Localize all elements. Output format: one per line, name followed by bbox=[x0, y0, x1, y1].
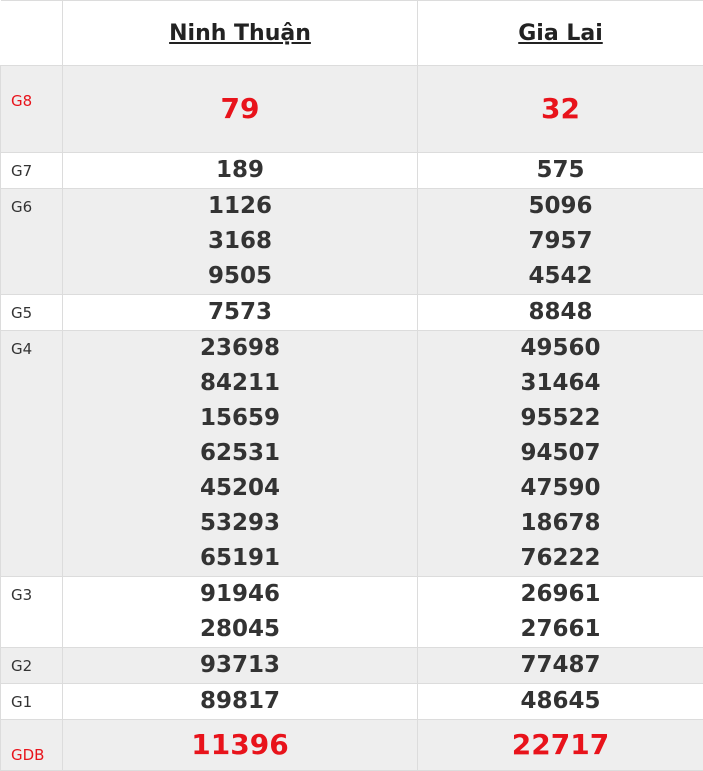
province-header[interactable] bbox=[418, 1, 703, 66]
prize-row-g7 bbox=[1, 153, 703, 189]
prize-number: 7573 bbox=[63, 295, 417, 330]
prize-number: 9505 bbox=[63, 259, 417, 294]
prize-numbers-cell bbox=[418, 295, 703, 331]
prize-numbers-cell bbox=[418, 648, 703, 684]
prize-row-g6 bbox=[1, 189, 703, 295]
prize-number: 91946 bbox=[63, 577, 417, 612]
prize-number: 18678 bbox=[418, 506, 703, 541]
prize-number: 7957 bbox=[418, 224, 703, 259]
prize-number: 32 bbox=[418, 84, 703, 134]
prize-number: 3168 bbox=[63, 224, 417, 259]
prize-numbers-cell bbox=[63, 648, 418, 684]
prize-numbers-cell bbox=[418, 331, 703, 577]
prize-number: 27661 bbox=[418, 612, 703, 647]
prize-label: GDB bbox=[1, 720, 63, 771]
prize-numbers-cell bbox=[418, 66, 703, 153]
prize-number: 189 bbox=[63, 153, 417, 188]
prize-numbers-cell bbox=[63, 720, 418, 771]
prize-number: 575 bbox=[418, 153, 703, 188]
prize-number: 84211 bbox=[63, 366, 417, 401]
prize-label: G4 bbox=[1, 331, 63, 577]
province-header[interactable] bbox=[63, 1, 418, 66]
prize-number: 89817 bbox=[63, 684, 417, 719]
prize-number: 15659 bbox=[63, 401, 417, 436]
prize-row-g8 bbox=[1, 66, 703, 153]
prize-number: 76222 bbox=[418, 541, 703, 576]
prize-numbers-cell bbox=[63, 66, 418, 153]
prize-number: 77487 bbox=[418, 648, 703, 683]
prize-number: 28045 bbox=[63, 612, 417, 647]
prize-row-g5 bbox=[1, 295, 703, 331]
prize-row-g3 bbox=[1, 577, 703, 648]
prize-numbers-cell bbox=[63, 684, 418, 720]
prize-number: 93713 bbox=[63, 648, 417, 683]
prize-label: G2 bbox=[1, 648, 63, 684]
prize-label: G5 bbox=[1, 295, 63, 331]
prize-number: 23698 bbox=[63, 331, 417, 366]
prize-numbers-cell bbox=[63, 577, 418, 648]
prize-number: 49560 bbox=[418, 331, 703, 366]
prize-numbers-cell bbox=[63, 153, 418, 189]
prize-numbers-cell bbox=[418, 189, 703, 295]
province-name[interactable]: Gia Lai bbox=[518, 21, 603, 46]
prize-number: 47590 bbox=[418, 471, 703, 506]
prize-number: 11396 bbox=[63, 720, 417, 770]
prize-numbers-cell bbox=[418, 577, 703, 648]
prize-number: 8848 bbox=[418, 295, 703, 330]
prize-label: G8 bbox=[1, 66, 63, 153]
prize-label: G3 bbox=[1, 577, 63, 648]
prize-rows bbox=[1, 66, 703, 771]
prize-number: 79 bbox=[63, 84, 417, 134]
prize-label: G1 bbox=[1, 684, 63, 720]
prize-number: 65191 bbox=[63, 541, 417, 576]
prize-row-gdb bbox=[1, 720, 703, 771]
prize-number: 53293 bbox=[63, 506, 417, 541]
prize-number: 26961 bbox=[418, 577, 703, 612]
province-name[interactable]: Ninh Thuận bbox=[169, 21, 311, 46]
prize-numbers-cell bbox=[418, 720, 703, 771]
prize-row-g1 bbox=[1, 684, 703, 720]
prize-number: 31464 bbox=[418, 366, 703, 401]
prize-number: 45204 bbox=[63, 471, 417, 506]
prize-numbers-cell bbox=[418, 153, 703, 189]
prize-number: 22717 bbox=[418, 720, 703, 770]
prize-number: 4542 bbox=[418, 259, 703, 294]
prize-number: 1126 bbox=[63, 189, 417, 224]
prize-row-g4 bbox=[1, 331, 703, 577]
prize-numbers-cell bbox=[418, 684, 703, 720]
prize-number: 62531 bbox=[63, 436, 417, 471]
prize-number: 5096 bbox=[418, 189, 703, 224]
prize-row-g2 bbox=[1, 648, 703, 684]
prize-label: G6 bbox=[1, 189, 63, 295]
prize-number: 95522 bbox=[418, 401, 703, 436]
prize-numbers-cell bbox=[63, 331, 418, 577]
header-row bbox=[1, 1, 703, 66]
prize-number: 48645 bbox=[418, 684, 703, 719]
prize-numbers-cell bbox=[63, 189, 418, 295]
prize-number: 94507 bbox=[418, 436, 703, 471]
prize-label: G7 bbox=[1, 153, 63, 189]
header-blank-cell bbox=[1, 1, 63, 66]
prize-numbers-cell bbox=[63, 295, 418, 331]
